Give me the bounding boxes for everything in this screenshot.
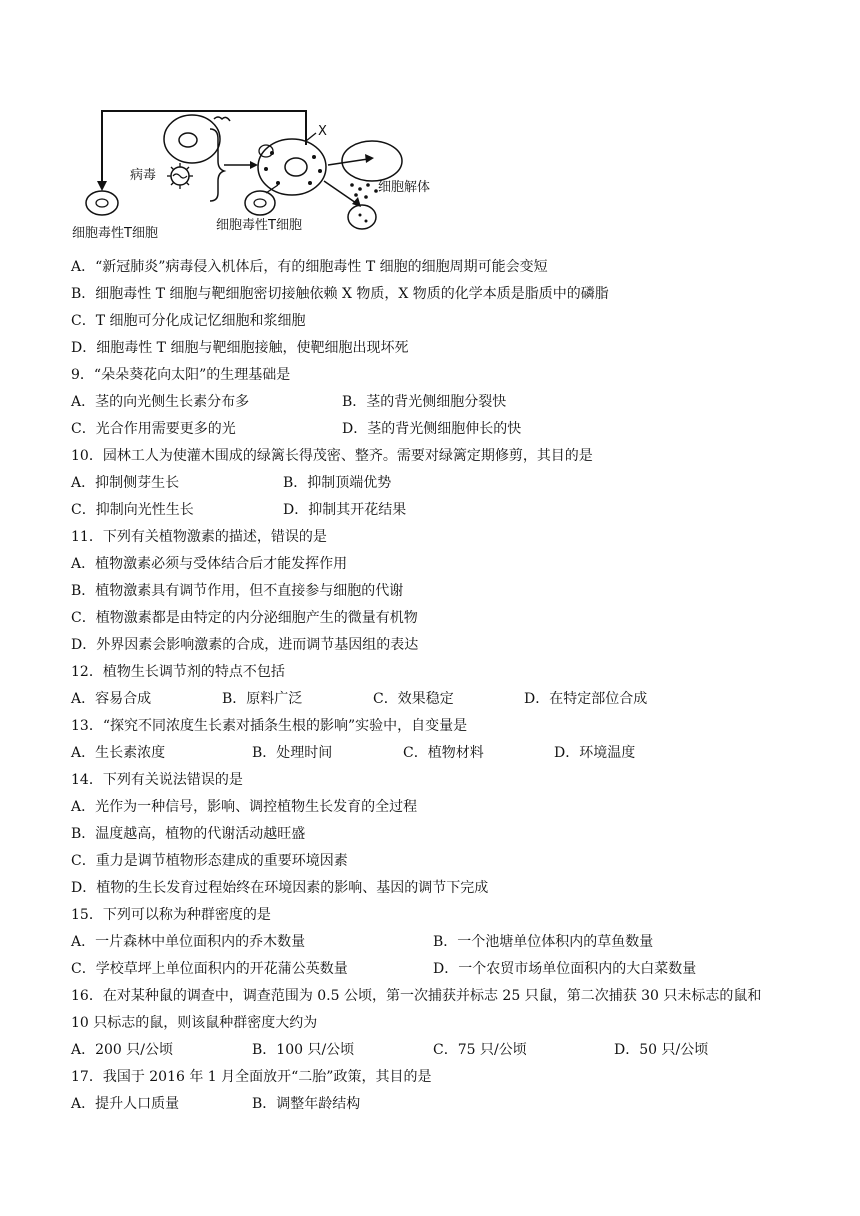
q8-option-c: C．T 细胞可分化成记忆细胞和浆细胞	[71, 313, 306, 329]
q11-option-a: A．植物激素必须与受体结合后才能发挥作用	[71, 556, 348, 572]
q16-option-b: B．100 只/公顷	[252, 1042, 355, 1058]
q15-option-a: A．一片森林中单位面积内的乔木数量	[71, 934, 306, 950]
q17-option-b: B．调整年龄结构	[252, 1096, 361, 1112]
q12-option-c: C．效果稳定	[373, 691, 454, 707]
q14-option-c: C．重力是调节植物形态建成的重要环境因素	[71, 853, 348, 869]
q14-option-b: B．温度越高，植物的代谢活动越旺盛	[71, 826, 306, 842]
q16-stem-line2: 10 只标志的鼠，则该鼠种群密度大约为	[71, 1015, 318, 1031]
q9-stem: 9．“朵朵葵花向太阳”的生理基础是	[71, 367, 291, 383]
q10-option-b: B．抑制顶端优势	[283, 475, 392, 491]
q10-option-a: A．抑制侧芽生长	[71, 475, 180, 491]
q13-option-a: A．生长素浓度	[71, 745, 166, 761]
q13-stem: 13．“探究不同浓度生长素对插条生根的影响”实验中，自变量是	[71, 718, 468, 734]
label-tc-left: 细胞毒性T细胞	[72, 226, 158, 241]
q8-option-a: A．“新冠肺炎”病毒侵入机体后，有的细胞毒性 T 细胞的细胞周期可能会变短	[71, 259, 548, 275]
q15-option-c: C．学校草坪上单位面积内的开花蒲公英数量	[71, 961, 348, 977]
q9-option-a: A．茎的向光侧生长素分布多	[71, 394, 250, 410]
q15-stem: 15．下列可以称为种群密度的是	[71, 907, 271, 923]
q10-option-c: C．抑制向光性生长	[71, 502, 194, 518]
q15-option-d: D．一个农贸市场单位面积内的大白菜数量	[433, 961, 697, 977]
immune-diagram	[66, 105, 466, 253]
label-virus: 病毒	[130, 168, 157, 183]
q13-option-b: B．处理时间	[252, 745, 333, 761]
q14-option-d: D．植物的生长发育过程始终在环境因素的影响、基因的调节下完成	[71, 880, 489, 896]
q14-stem: 14．下列有关说法错误的是	[71, 772, 243, 788]
q16-stem-line1: 16．在对某种鼠的调查中，调查范围为 0.5 公顷，第一次捕获并标志 25 只鼠，第二次捕获 30 只未标志的鼠和	[71, 988, 762, 1004]
q12-option-b: B．原料广泛	[222, 691, 303, 707]
q9-option-d: D．茎的背光侧细胞伸长的快	[342, 421, 522, 437]
q16-option-c: C．75 只/公顷	[433, 1042, 527, 1058]
q15-option-b: B．一个池塘单位体积内的草鱼数量	[433, 934, 654, 950]
q8-option-b: B．细胞毒性 T 细胞与靶细胞密切接触依赖 X 物质，X 物质的化学本质是脂质中的磷脂	[71, 286, 609, 302]
label-tc-bottom: 细胞毒性T细胞	[216, 218, 302, 233]
q8-option-d: D．细胞毒性 T 细胞与靶细胞接触，使靶细胞出现坏死	[71, 340, 409, 356]
q17-stem: 17．我国于 2016 年 1 月全面放开“二胎”政策，其目的是	[71, 1069, 432, 1085]
q10-stem: 10．园林工人为使灌木围成的绿篱长得茂密、整齐。需要对绿篱定期修剪，其目的是	[71, 448, 593, 464]
q9-option-b: B．茎的背光侧细胞分裂快	[342, 394, 507, 410]
q12-option-a: A．容易合成	[71, 691, 152, 707]
label-lysis: 细胞解体	[378, 180, 431, 195]
q13-option-c: C．植物材料	[403, 745, 484, 761]
q12-option-d: D．在特定部位合成	[524, 691, 648, 707]
q10-option-d: D．抑制其开花结果	[283, 502, 407, 518]
q11-option-c: C．植物激素都是由特定的内分泌细胞产生的微量有机物	[71, 610, 418, 626]
q11-option-b: B．植物激素具有调节作用，但不直接参与细胞的代谢	[71, 583, 404, 599]
q17-option-a: A．提升人口质量	[71, 1096, 180, 1112]
q11-stem: 11．下列有关植物激素的描述，错误的是	[71, 529, 327, 545]
q11-option-d: D．外界因素会影响激素的合成，进而调节基因组的表达	[71, 637, 419, 653]
q12-stem: 12．植物生长调节剂的特点不包括	[71, 664, 285, 680]
q9-option-c: C．光合作用需要更多的光	[71, 421, 236, 437]
q16-option-a: A．200 只/公顷	[71, 1042, 173, 1058]
label-x: X	[318, 124, 327, 139]
q14-option-a: A．光作为一种信号，影响、调控植物生长发育的全过程	[71, 799, 418, 815]
q16-option-d: D．50 只/公顷	[614, 1042, 709, 1058]
q13-option-d: D．环境温度	[554, 745, 636, 761]
